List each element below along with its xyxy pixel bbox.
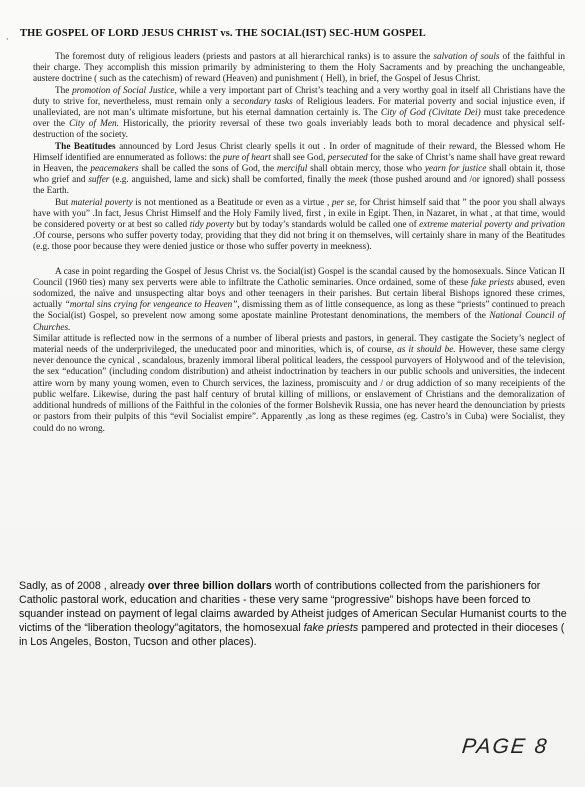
paragraph-billion-dollars: Sadly, as of 2008 , already over three billion dollars worth of contributions collected from the parishioners for Catholic pastoral work, education and charities - these very same “progressive” bishops have been forced to squander instead on payment of legal claims awarded by Atheist judges of American Secular Humanist courts to the victims of the “liberation theology”agitators, the homosexual fake priests pampered and protected in their dioceses ( in Los Angeles, Boston, Tucson and other places). [19, 580, 567, 649]
paragraph-beatitudes: The Beatitudes announced by Lord Jesus Christ clearly spells it out . In order of magnitude of their reward, the Blessed whom He Himself identified are ennumerated as follows: the pure of heart shall see God, persecuted for the sake of Christ’s name shall have great reward in Heaven, the peacemakers shall be called the sons of God, the merciful shall obtain mercy, those who yearn for justice shall obtain it, those who grief and suffer (e.g. anguished, lame and sick) shall be comforted, finally the meek (those pushed around and /or ignored) shall possess the Earth. [33, 141, 565, 197]
paragraph-homosexual-scandal: A case in point regarding the Gospel of Jesus Christ vs. the Social(ist) Gospel is the scandal caused by the homosexuals. Since Vatican II Council (1960 ties) many sex perverts were able to infiltrate the Catholic seminaries. Once ordained, some of these fake priests abused, even sodomized, the naïve and unsuspecting altar boys and other teenagers in their parishes. But certain liberal Bishops ignored these crimes, actually “mortal sins crying for vengeance to Heaven”, dismissing them as of little consequence, as long as these “priests” continued to preach the Social(ist) Gospel, so prevelent now among some apostate mainline Protestant denominations, the members of the National Council of Churches. [33, 266, 566, 333]
paragraph-social-justice: The promotion of Social Justice, while a very important part of Christ’s teaching and a very worthy goal in itself all Christians have the duty to strive for, nevertheless, must remain only a secondary tasks of Religious leaders. For material poverty and social injustice even, if unalleviated, are not man’s ultimate misfortune, but his eternal damnation certainly is. The City of God (Civitate Dei) must take precedence over the City of Men. Historically, the priority reversal of these two goals inveriably leads both to moral decadence and physical self-destruction of the society. [33, 85, 566, 141]
paragraph-similar-attitude: Similar attitude is reflected now in the sermons of a number of liberal priests and pastors, in general. They castigate the Society’s neglect of material needs of the underprivileged, the uneducated poor and minorities, which is, of course, as it should be. However, these same clergy never denounce the cynical , scandalous, brazenly immoral liberal political leaders, the cesspool purvoyers of Holywood and of the television, the sex “education” (including condom distribution) and atheist indoctrination by teachers in our public schools and universities, the indecent attire worn by many young women, even to Church services, the laziness, promiscuity and / or drug addiction of so many receipients of the public welfare. Likewise, during the past half century of brutal killing of millions, or enslavement of Christians and the demoralization of additional hundreds of millions of the Faithful in the colonies of the former Bolshevik Russia, one has never heard the denounciation by priests or pastors from their pulpits of this “evil Socialist empire”. Apparently ,as long as these regimes (eg. Castro’s in Cuba) were Socialist, they could do no wrong. [33, 333, 565, 434]
stray-mark: ¸ [6, 31, 9, 40]
document-body [33, 52, 565, 435]
paragraph-material-poverty: But material poverty is not mentioned as a Beatitude or even as a virtue , per se, for Christ himself said that ” the poor you shall always have with you” .In fact, Jesus Christ Himself and the Holy Family lived, first , in exile in Egipt. Then, in Nazaret, in what , at that time, would be considered poverty or at best so called tidy poverty but by today’s standards woluld be called one of extreme material poverty and privation .Of course, persons who suffer poverty today, providing that they did not bring it on themselves, will certainly share in many of the Beatitudes (e.g. those poor because they were denied justice or those who suffer poverty in meekness). [33, 197, 565, 253]
page-title: THE GOSPEL OF LORD JESUS CHRIST vs. THE SOCIAL(IST) SEC-HUM GOSPEL [20, 28, 426, 39]
paragraph-duty-of-leaders: The foremost duty of religious leaders (priests and pastors at all hierarchical ranks) is to assure the salvation of souls of the faithful in their charge. They accomplish this mission primarily by administering to them the Holy Sacraments and by preaching the unchangeable, austere doctrine ( such as the catechism) of reward (Heaven) and punishment ( Hell), in brief, the Gospel of Jesus Christ. [33, 52, 565, 85]
page-number-label: PAGE 8 [460, 735, 550, 758]
